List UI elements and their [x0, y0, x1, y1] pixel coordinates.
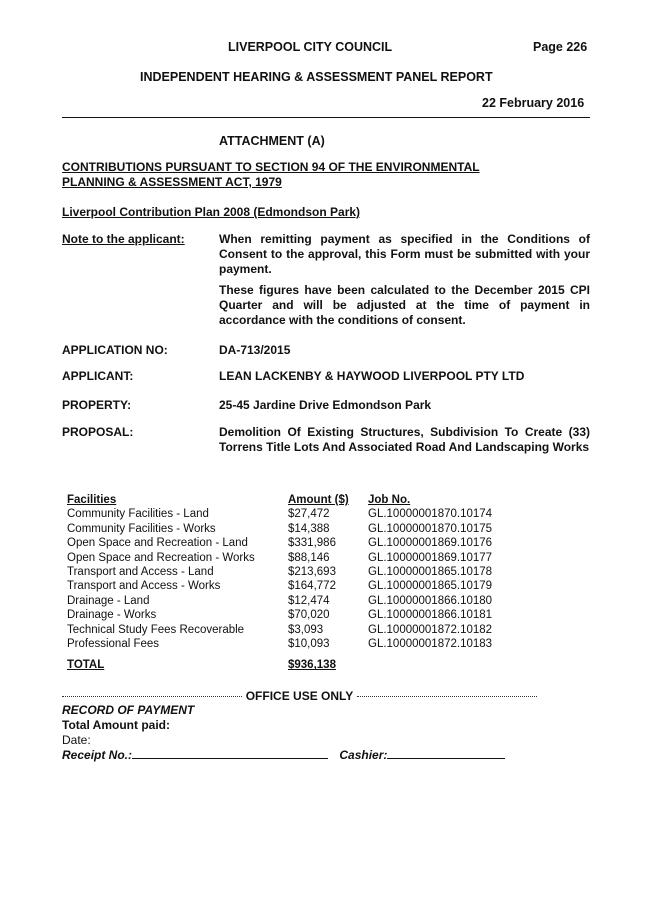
attachment-label: ATTACHMENT (A): [219, 134, 325, 148]
record-of-payment: RECORD OF PAYMENT: [62, 703, 195, 717]
table-row: [67, 565, 517, 579]
facility-job-no: GL.10000001869.10177: [368, 551, 493, 564]
amount-header: Amount ($): [288, 494, 349, 506]
facility-name: Drainage - Works: [67, 609, 157, 622]
facility-name: Transport and Access - Land: [67, 566, 214, 579]
council-name: LIVERPOOL CITY COUNCIL: [228, 40, 393, 54]
facility-job-no: GL.10000001870.10175: [368, 522, 493, 535]
office-use-divider: [62, 689, 537, 703]
facility-amount: $331,986: [288, 537, 336, 550]
facilities-table: [67, 493, 517, 673]
facility-name: Transport and Access - Works: [67, 580, 221, 593]
facility-amount: $12,474: [288, 594, 330, 607]
facility-amount: $3,093: [288, 623, 324, 636]
table-row: [67, 623, 517, 637]
table-row: [67, 536, 517, 550]
facility-name: Community Facilities - Works: [67, 522, 216, 535]
table-row: [67, 522, 517, 536]
facility-job-no: GL.10000001870.10174: [368, 508, 493, 521]
table-row: [67, 507, 517, 521]
proposal-value: Demolition Of Existing Structures, Subdivision To Create (33) Torrens Title Lots And Associated Road And Landscaping Works: [219, 425, 590, 454]
table-row: [67, 637, 517, 651]
applicant-label: APPLICANT:: [62, 369, 134, 383]
note-paragraph-2: These figures have been calculated to the December 2015 CPI Quarter and will be adjusted at the time of payment in accordance with the conditions of consent.: [219, 283, 590, 327]
receipt-no-label: Receipt No.:: [62, 748, 133, 762]
total-amount-paid-label: Total Amount paid:: [62, 718, 170, 732]
proposal-label: PROPOSAL:: [62, 425, 134, 439]
facility-job-no: GL.10000001866.10180: [368, 594, 493, 607]
facility-job-no: GL.10000001872.10182: [368, 623, 493, 636]
facility-job-no: GL.10000001866.10181: [368, 609, 493, 622]
table-header-row: [67, 493, 517, 507]
total-amount: $936,138: [288, 659, 336, 672]
application-no-value: DA-713/2015: [219, 343, 291, 357]
total-label: TOTAL: [67, 659, 105, 672]
report-title: INDEPENDENT HEARING & ASSESSMENT PANEL REPORT: [140, 70, 493, 84]
header-rule: [62, 117, 590, 118]
facility-name: Open Space and Recreation - Land: [67, 537, 248, 550]
total-row: [67, 651, 517, 672]
plan-name: Liverpool Contribution Plan 2008 (Edmondson Park): [62, 205, 361, 219]
facility-amount: $70,020: [288, 609, 330, 622]
table-row: [67, 579, 517, 593]
office-use-label: OFFICE USE ONLY: [245, 689, 354, 703]
facility-name: Professional Fees: [67, 638, 160, 651]
job-no-header: Job No.: [368, 494, 411, 506]
facility-name: Drainage - Land: [67, 594, 150, 607]
cashier-blank: [387, 746, 505, 759]
facility-amount: $14,388: [288, 522, 330, 535]
applicant-value: LEAN LACKENBY & HAYWOOD LIVERPOOL PTY LTD: [219, 369, 525, 383]
facility-job-no: GL.10000001865.10179: [368, 580, 493, 593]
date-label: Date:: [62, 733, 91, 747]
facility-amount: $27,472: [288, 508, 330, 521]
facility-name: Open Space and Recreation - Works: [67, 551, 255, 564]
report-date: 22 February 2016: [482, 96, 585, 110]
facility-name: Technical Study Fees Recoverable: [67, 623, 245, 636]
table-row: [67, 594, 517, 608]
facility-amount: $164,772: [288, 580, 336, 593]
table-row: [67, 608, 517, 622]
note-paragraph-1: When remitting payment as specified in the Conditions of Consent to the approval, this Form must be submitted with your payment.: [219, 232, 590, 276]
property-label: PROPERTY:: [62, 398, 132, 412]
receipt-cashier-line: [62, 746, 505, 762]
facility-amount: $213,693: [288, 566, 336, 579]
facility-name: Community Facilities - Land: [67, 508, 209, 521]
facility-amount: $88,146: [288, 551, 330, 564]
facility-job-no: GL.10000001869.10176: [368, 537, 493, 550]
page-number: Page 226: [533, 40, 588, 54]
cashier-label: Cashier:: [339, 748, 388, 762]
receipt-no-blank: [132, 746, 328, 759]
note-label: Note to the applicant:: [62, 232, 185, 246]
table-row: [67, 551, 517, 565]
contributions-heading-line1: CONTRIBUTIONS PURSUANT TO SECTION 94 OF THE ENVIRONMENTAL: [62, 160, 480, 174]
contributions-heading-line2: PLANNING & ASSESSMENT ACT, 1979: [62, 175, 282, 189]
property-value: 25-45 Jardine Drive Edmondson Park: [219, 398, 432, 412]
facilities-header: Facilities: [67, 494, 117, 506]
facility-amount: $10,093: [288, 638, 330, 651]
facility-job-no: GL.10000001865.10178: [368, 566, 493, 579]
facility-job-no: GL.10000001872.10183: [368, 638, 493, 651]
application-no-label: APPLICATION NO:: [62, 343, 168, 357]
